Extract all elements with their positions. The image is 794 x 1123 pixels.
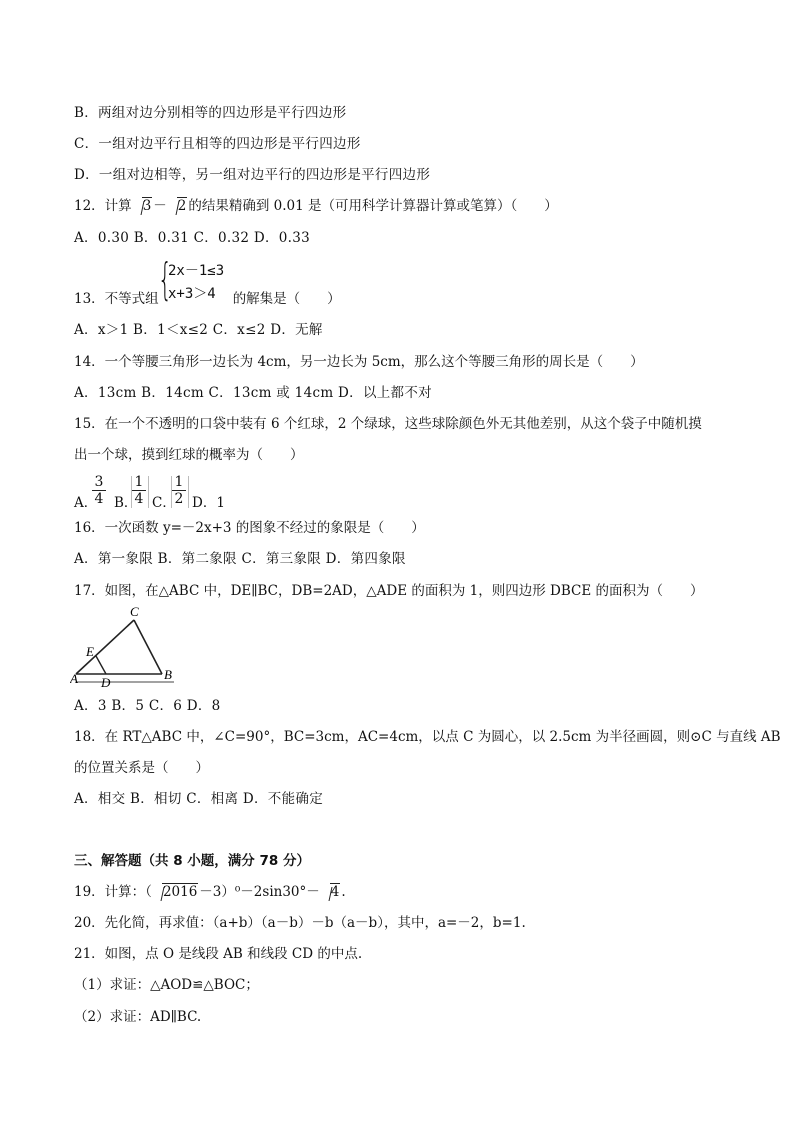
- q15-option-d: D．1: [192, 495, 225, 511]
- question-17: 17．如图，在△ABC 中，DE∥BC，DB=2AD，△ADE 的面积为 1，则四边形 DBCE 的面积为（ ）: [74, 583, 704, 599]
- question-18-line-1: 18．在 RT△ABC 中，∠C=90°，BC=3cm，AC=4cm，以点 C 为圆心，以 2.5cm 为半径画圆，则⊙C 与直线 AB: [74, 729, 781, 745]
- label-b: B: [164, 667, 172, 682]
- question-20: 20．先化简，再求值：（a+b）（a－b）－b（a－b），其中，a=－2，b=1.: [74, 915, 526, 931]
- radicand: 2016: [162, 884, 198, 900]
- question-14: 14．一个等腰三角形一边长为 4cm，另一边长为 5cm，那么这个等腰三角形的周长是（ ）: [74, 354, 644, 370]
- question-15-line-2: 出一个球，摸到红球的概率为（ ）: [74, 447, 304, 463]
- fraction-1-4: [132, 474, 146, 507]
- label-a: A: [70, 671, 78, 686]
- label-d: D: [101, 675, 111, 688]
- q13-suffix: 的解集是（ ）: [232, 291, 341, 307]
- option-d-line: D．一组对边相等，另一组对边平行的四边形是平行四边形: [74, 167, 431, 183]
- numerator: 1: [172, 474, 186, 491]
- segment-de: [96, 656, 106, 674]
- q13-prefix: 13．不等式组: [74, 291, 159, 307]
- q16-options: A．第一象限 B．第二象限 C．第三象限 D．第四象限: [74, 551, 406, 567]
- label-c: C: [130, 604, 139, 619]
- sqrt-2: [168, 197, 188, 215]
- q19-prefix: 19．计算：（: [74, 884, 152, 900]
- fraction-1-2: [172, 474, 186, 507]
- q13-options: A．x＞1 B．1＜x≤2 C．x≤2 D．无解: [74, 322, 323, 338]
- q15-option-c-label: C．: [152, 495, 176, 511]
- q18-options: A．相交 B．相切 C．相离 D．不能确定: [74, 791, 323, 807]
- option-c-line: C．一组对边平行且相等的四边形是平行四边形: [74, 136, 361, 152]
- q14-options: A．13cm B．14cm C．13cm 或 14cm D．以上都不对: [74, 385, 432, 401]
- radicand: 2: [177, 198, 187, 214]
- q17-options: A．3 B．5 C．6 D．8: [74, 698, 221, 714]
- question-12: [74, 197, 558, 215]
- q12-options: A．0.30 B．0.31 C．0.32 D．0.33: [74, 230, 311, 246]
- q19-suffix: .: [341, 884, 346, 900]
- question-18-line-2: 的位置关系是（ ）: [74, 760, 209, 776]
- side-ac: [76, 620, 134, 674]
- q12-suffix: 的结果精确到 0.01 是（可用科学计算器计算或笔算）（ ）: [188, 198, 558, 214]
- q19-middle: －3）⁰－2sin30°－: [199, 884, 320, 900]
- sqrt-3: [133, 197, 153, 215]
- option-b-line: B．两组对边分别相等的四边形是平行四边形: [74, 105, 347, 121]
- denominator: 4: [94, 491, 104, 507]
- question-15-line-1: 15．在一个不透明的口袋中装有 6 个红球，2 个绿球，这些球除颜色外无其他差别，从这个袋子中随机摸: [74, 416, 702, 432]
- q15-option-b-label: B．: [114, 495, 138, 511]
- label-e: E: [86, 644, 94, 659]
- triangle-figure: [70, 604, 180, 688]
- side-cb: [134, 620, 162, 674]
- section-3-heading: 三、解答题（共 8 小题，满分 78 分）: [74, 853, 310, 869]
- question-21: 21．如图，点 O 是线段 AB 和线段 CD 的中点.: [74, 946, 363, 962]
- radicand: 4: [330, 884, 340, 900]
- sqrt-2016: [153, 883, 198, 901]
- question-19: [74, 883, 346, 901]
- question-13: [74, 290, 341, 308]
- q12-prefix: 12．计算: [74, 198, 132, 214]
- numerator: 1: [132, 474, 146, 491]
- brace-symbol: {: [158, 254, 172, 305]
- q15-option-a-label: A．: [74, 495, 98, 511]
- denominator: 4: [134, 491, 144, 507]
- sqrt-4: [321, 883, 341, 901]
- fraction-3-4: [92, 474, 106, 507]
- q12-minus: －: [153, 198, 167, 214]
- inequality-2: x+3＞4: [168, 286, 216, 302]
- question-16: 16．一次函数 y=－2x+3 的图象不经过的象限是（ ）: [74, 520, 425, 536]
- denominator: 2: [174, 491, 184, 507]
- inequality-1: 2x－1≤3: [168, 263, 225, 279]
- numerator: 3: [92, 474, 106, 491]
- question-21-part-1: （1）求证：△AOD≌△BOC；: [74, 977, 259, 993]
- radicand: 3: [142, 198, 152, 214]
- question-21-part-2: （2）求证：AD∥BC.: [74, 1009, 202, 1025]
